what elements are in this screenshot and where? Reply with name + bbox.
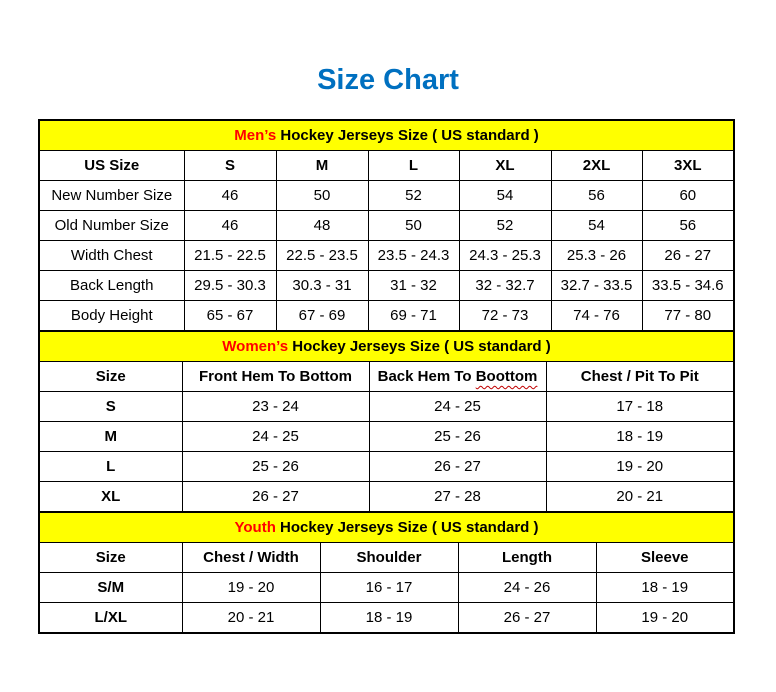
womens-table-row [39, 422, 734, 452]
womens-row-label: S [39, 392, 182, 422]
mens-data-cell: 74 - 76 [551, 301, 642, 332]
womens-table-row [39, 482, 734, 513]
mens-data-cell: 72 - 73 [459, 301, 551, 332]
youth-data-cell: 24 - 26 [458, 573, 596, 603]
mens-row-label: Width Chest [39, 241, 184, 271]
womens-column-header: Back Hem To Boottom [369, 362, 546, 392]
womens-column-header: Front Hem To Bottom [182, 362, 369, 392]
womens-data-cell: 20 - 21 [546, 482, 734, 513]
mens-data-cell: 52 [459, 211, 551, 241]
mens-data-cell: 52 [368, 181, 459, 211]
mens-row-label: Body Height [39, 301, 184, 332]
youth-data-cell: 16 - 17 [320, 573, 458, 603]
mens-data-cell: 60 [642, 181, 734, 211]
mens-data-cell: 65 - 67 [184, 301, 276, 332]
womens-data-cell: 23 - 24 [182, 392, 369, 422]
youth-banner-text: Hockey Jerseys Size ( US standard ) [275, 519, 539, 536]
youth-data-cell: 18 - 19 [320, 603, 458, 634]
womens-table-row [39, 392, 734, 422]
youth-size-table [38, 511, 735, 634]
youth-data-cell: 19 - 20 [182, 573, 320, 603]
womens-banner-text: Hockey Jerseys Size ( US standard ) [288, 338, 551, 355]
womens-data-cell: 18 - 19 [546, 422, 734, 452]
mens-banner-highlight: Men’s [234, 127, 277, 144]
mens-data-cell: 56 [551, 181, 642, 211]
womens-banner-highlight: Women’s [222, 338, 289, 355]
mens-data-cell: 67 - 69 [276, 301, 368, 332]
mens-column-header: S [184, 151, 276, 181]
mens-data-cell: 46 [184, 181, 276, 211]
mens-row-label: Old Number Size [39, 211, 184, 241]
mens-row-label: Back Length [39, 271, 184, 301]
mens-data-cell: 69 - 71 [368, 301, 459, 332]
mens-data-cell: 32 - 32.7 [459, 271, 551, 301]
mens-column-header: XL [459, 151, 551, 181]
mens-data-cell: 50 [276, 181, 368, 211]
mens-data-cell: 48 [276, 211, 368, 241]
womens-data-cell: 26 - 27 [369, 452, 546, 482]
mens-column-header: L [368, 151, 459, 181]
womens-table-row [39, 452, 734, 482]
mens-data-cell: 77 - 80 [642, 301, 734, 332]
womens-data-cell: 25 - 26 [369, 422, 546, 452]
mens-row-label: New Number Size [39, 181, 184, 211]
youth-column-header: Chest / Width [182, 543, 320, 573]
mens-banner [39, 120, 734, 151]
womens-size-table [38, 330, 735, 513]
mens-table-row [39, 181, 734, 211]
womens-row-label: XL [39, 482, 182, 513]
mens-data-cell: 33.5 - 34.6 [642, 271, 734, 301]
mens-data-cell: 21.5 - 22.5 [184, 241, 276, 271]
mens-table-row [39, 301, 734, 332]
womens-banner [39, 331, 734, 362]
youth-column-header: Sleeve [596, 543, 734, 573]
mens-data-cell: 54 [459, 181, 551, 211]
youth-row-label: L/XL [39, 603, 182, 634]
mens-data-cell: 32.7 - 33.5 [551, 271, 642, 301]
womens-data-cell: 24 - 25 [182, 422, 369, 452]
womens-data-cell: 25 - 26 [182, 452, 369, 482]
womens-column-header: Chest / Pit To Pit [546, 362, 734, 392]
page-title: Size Chart [317, 64, 459, 96]
youth-data-cell: 20 - 21 [182, 603, 320, 634]
mens-table-row [39, 271, 734, 301]
mens-data-cell: 31 - 32 [368, 271, 459, 301]
womens-data-cell: 26 - 27 [182, 482, 369, 513]
mens-data-cell: 26 - 27 [642, 241, 734, 271]
mens-banner-text: Hockey Jerseys Size ( US standard ) [276, 127, 539, 144]
mens-data-cell: 24.3 - 25.3 [459, 241, 551, 271]
size-tables-container [38, 119, 733, 634]
youth-data-cell: 26 - 27 [458, 603, 596, 634]
youth-data-cell: 18 - 19 [596, 573, 734, 603]
mens-column-header: 2XL [551, 151, 642, 181]
womens-data-cell: 19 - 20 [546, 452, 734, 482]
youth-banner-highlight: Youth [234, 519, 276, 536]
youth-column-header: Length [458, 543, 596, 573]
youth-table-row [39, 603, 734, 634]
youth-banner [39, 512, 734, 543]
mens-column-header: 3XL [642, 151, 734, 181]
mens-data-cell: 46 [184, 211, 276, 241]
womens-column-header: Size [39, 362, 182, 392]
mens-column-header: US Size [39, 151, 184, 181]
womens-data-cell: 27 - 28 [369, 482, 546, 513]
mens-data-cell: 23.5 - 24.3 [368, 241, 459, 271]
mens-data-cell: 54 [551, 211, 642, 241]
mens-data-cell: 22.5 - 23.5 [276, 241, 368, 271]
mens-table-row [39, 211, 734, 241]
mens-data-cell: 30.3 - 31 [276, 271, 368, 301]
mens-size-table [38, 119, 735, 332]
womens-data-cell: 17 - 18 [546, 392, 734, 422]
womens-data-cell: 24 - 25 [369, 392, 546, 422]
mens-data-cell: 29.5 - 30.3 [184, 271, 276, 301]
youth-data-cell: 19 - 20 [596, 603, 734, 634]
mens-data-cell: 25.3 - 26 [551, 241, 642, 271]
mens-data-cell: 56 [642, 211, 734, 241]
youth-table-row [39, 573, 734, 603]
womens-row-label: M [39, 422, 182, 452]
womens-row-label: L [39, 452, 182, 482]
youth-column-header: Shoulder [320, 543, 458, 573]
mens-table-row [39, 241, 734, 271]
mens-data-cell: 50 [368, 211, 459, 241]
misspelled-word: Boottom [475, 368, 538, 385]
youth-column-header: Size [39, 543, 182, 573]
youth-row-label: S/M [39, 573, 182, 603]
mens-column-header: M [276, 151, 368, 181]
